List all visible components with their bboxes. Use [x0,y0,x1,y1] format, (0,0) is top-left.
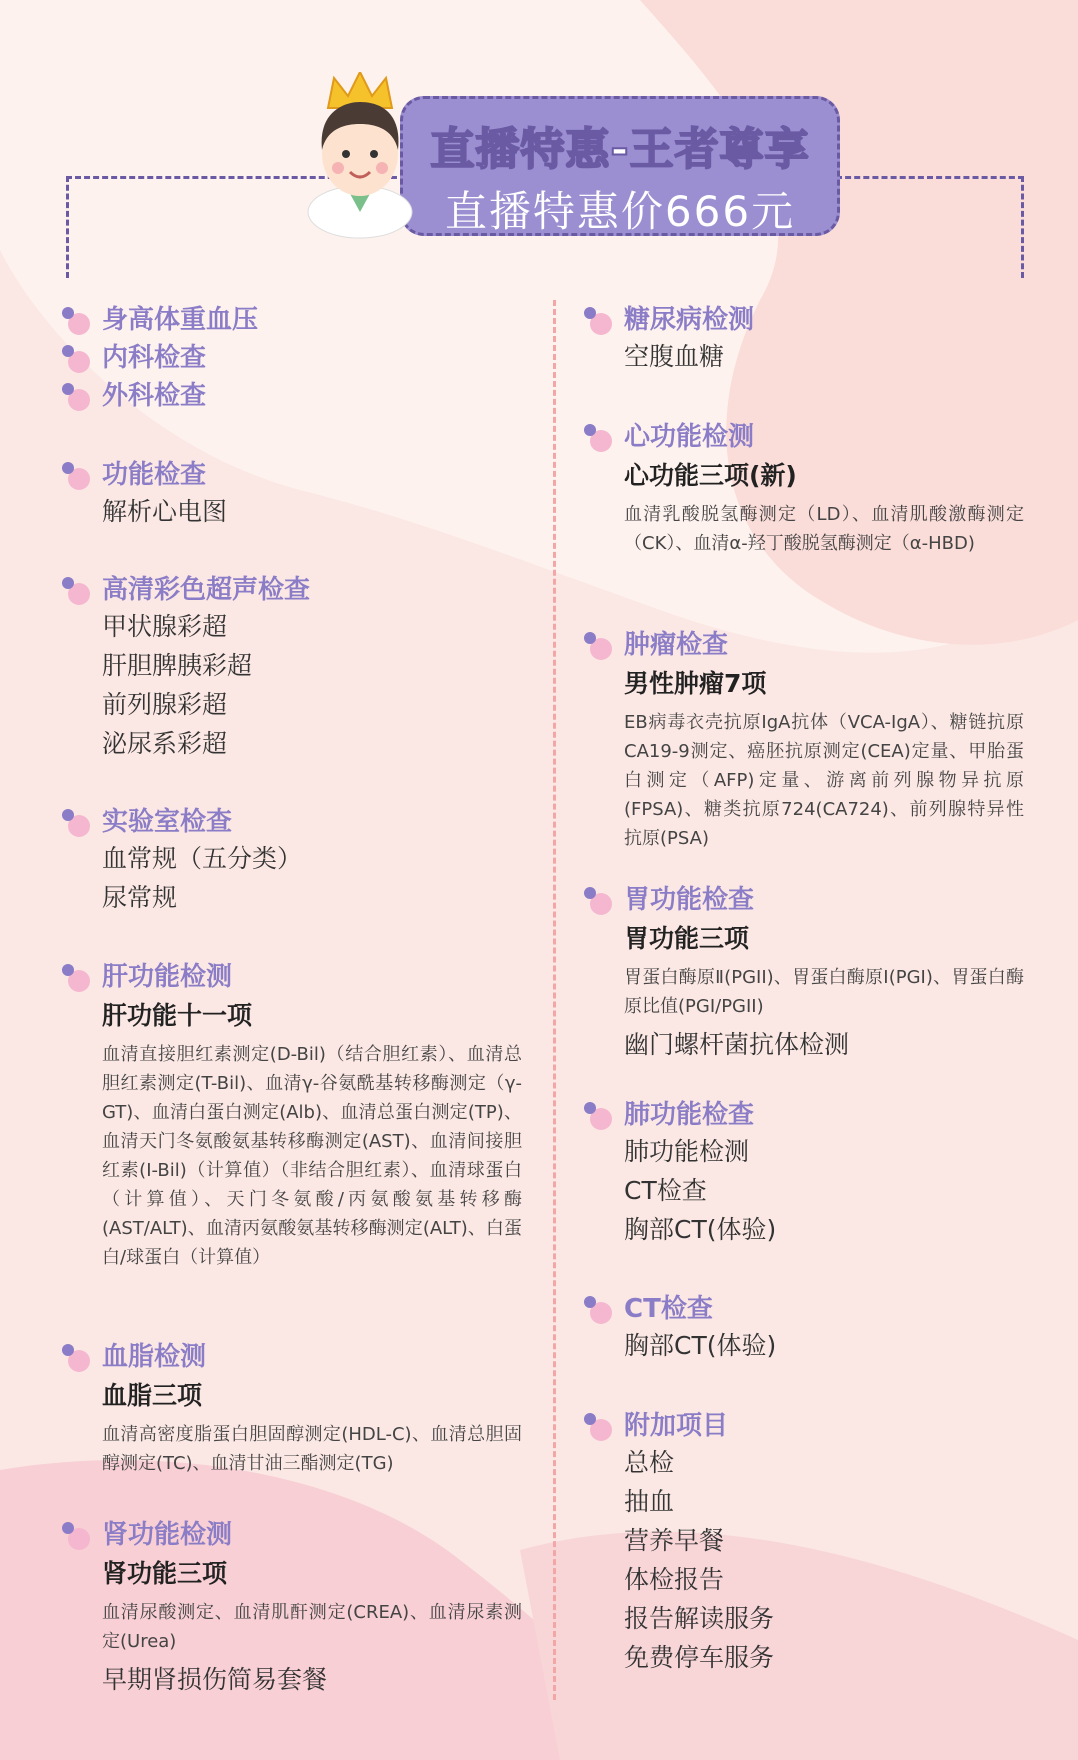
list-item: 肝胆脾胰彩超 [102,651,253,680]
package-name: 肝功能十一项 [102,1001,253,1030]
bullet-dot-icon [62,1344,88,1370]
package-description: 血清直接胆红素测定(D-Bil)（结合胆红素）、血清总胆红素测定(T-Bil)、血清γ-谷氨酰基转移酶测定（γ-GT)、血清白蛋白测定(Alb)、血清总蛋白测定(TP)、血清天门冬氨酸氨基转移酶测定(AST)、血清间接胆红素(I-Bil)（计算值）（非结合胆红素）、血清球蛋白（计算值）、天门冬氨酸/丙氨酸氨基转移酶(AST/ALT)、血清丙氨酸氨基转移酶测定(ALT)、白蛋白/球蛋白（计算值） [102,1044,522,1268]
section-function-check [62,458,522,531]
header-frame-right [836,176,1024,179]
list-item: 空腹血糖 [624,342,725,371]
section-title: 实验室检查 [102,807,233,837]
column-divider [553,300,556,1700]
list-item: 血常规（五分类） [102,844,303,873]
list-item: 前列腺彩超 [102,690,228,719]
list-item: 肺功能检测 [624,1137,750,1166]
section-liver [62,960,522,1272]
list-item: 免费停车服务 [624,1643,775,1672]
list-item: 早期肾损伤简易套餐 [102,1665,328,1694]
package-description: 血清乳酸脱氢酶测定（LD）、血清肌酸激酶测定（CK）、血清α-羟丁酸脱氢酶测定（α-HBD) [624,504,1024,554]
section-title: 糖尿病检测 [624,305,755,335]
section-title: 肝功能检测 [102,962,233,992]
package-description: 胃蛋白酶原Ⅱ(PGII)、胃蛋白酶原Ⅰ(PGI)、胃蛋白酶原比值(PGI/PGII) [624,967,1024,1017]
bullet-dot-icon [62,809,88,835]
section-heart [584,420,1024,558]
bullet-dot-icon [584,424,610,450]
prince-avatar-icon [304,72,416,242]
bullet-dot-icon [62,577,88,603]
list-item: 幽门螺杆菌抗体检测 [624,1030,850,1059]
section-title: 高清彩色超声检查 [102,575,311,605]
section-extras [584,1409,1024,1677]
bullet-dot-icon [584,307,610,333]
section-lab [62,805,522,917]
section-stomach [584,883,1024,1064]
section-diabetes [584,303,1024,376]
bullet-dot-icon [584,1296,610,1322]
banner-price: 直播特惠价666元 [444,187,796,236]
package-name: 肾功能三项 [102,1559,228,1588]
section-title: 外科检查 [102,381,207,411]
bullet-dot-icon [584,887,610,913]
list-item: CT检查 [624,1176,707,1205]
header-frame-left-edge [66,176,69,278]
package-name: 心功能三项(新) [624,461,797,490]
package-description: 血清高密度脂蛋白胆固醇测定(HDL-C)、血清总胆固醇测定(TC)、血清甘油三酯测定(TG) [102,1424,522,1474]
section-title: 肿瘤检查 [624,630,729,660]
list-item: 胸部CT(体验) [624,1215,777,1244]
section-title: 肾功能检测 [102,1520,233,1550]
list-item: 抽血 [624,1487,675,1516]
list-item: 甲状腺彩超 [102,612,228,641]
bullet-dot-icon [584,1413,610,1439]
bullet-dot-icon [62,383,88,409]
section-title: CT检查 [624,1294,713,1324]
section-lipid [62,1340,522,1478]
list-item: 解析心电图 [102,497,228,526]
section-lung [584,1098,1024,1249]
section-ultrasound [62,573,522,763]
section-title: 肺功能检查 [624,1100,755,1130]
bullet-dot-icon [584,632,610,658]
section-kidney [62,1518,522,1699]
list-item: 体检报告 [624,1565,725,1594]
section-tumor [584,628,1024,853]
bullet-dot-icon [62,462,88,488]
list-item: 总检 [624,1448,675,1477]
bullet-dot-icon [62,964,88,990]
section-title: 功能检查 [102,460,207,490]
bullet-dot-icon [62,1522,88,1548]
package-name: 男性肿瘤7项 [624,669,767,698]
package-description: 血清尿酸测定、血清肌酐测定(CREA)、血清尿素测定(Urea) [102,1602,522,1652]
package-name: 胃功能三项 [624,924,750,953]
bullet-dot-icon [584,1102,610,1128]
section-title: 血脂检测 [102,1342,207,1372]
banner-title: 直播特惠-王者尊享 [430,124,810,175]
section-ct [584,1292,1024,1365]
list-item: 泌尿系彩超 [102,729,228,758]
section-title: 附加项目 [624,1411,729,1441]
section-title: 胃功能检查 [624,885,755,915]
header-banner [400,96,840,236]
section-body-basics [62,303,522,413]
section-title: 身高体重血压 [102,305,259,335]
list-item: 报告解读服务 [624,1604,775,1633]
list-item: 营养早餐 [624,1526,725,1555]
bullet-dot-icon [62,307,88,333]
header-frame-right-edge [1021,176,1024,278]
package-name: 血脂三项 [102,1381,203,1410]
list-item: 尿常规 [102,883,178,912]
bullet-dot-icon [62,345,88,371]
package-description: EB病毒衣壳抗原IgA抗体（VCA-IgA）、糖链抗原CA19-9测定、癌胚抗原测定(CEA)定量、甲胎蛋白测定（AFP)定量、游离前列腺物异抗原(FPSA)、糖类抗原724(CA724)、前列腺特异性抗原(PSA) [624,712,1024,849]
list-item: 胸部CT(体验) [624,1331,777,1360]
section-title: 内科检查 [102,343,207,373]
section-title: 心功能检测 [624,422,755,452]
